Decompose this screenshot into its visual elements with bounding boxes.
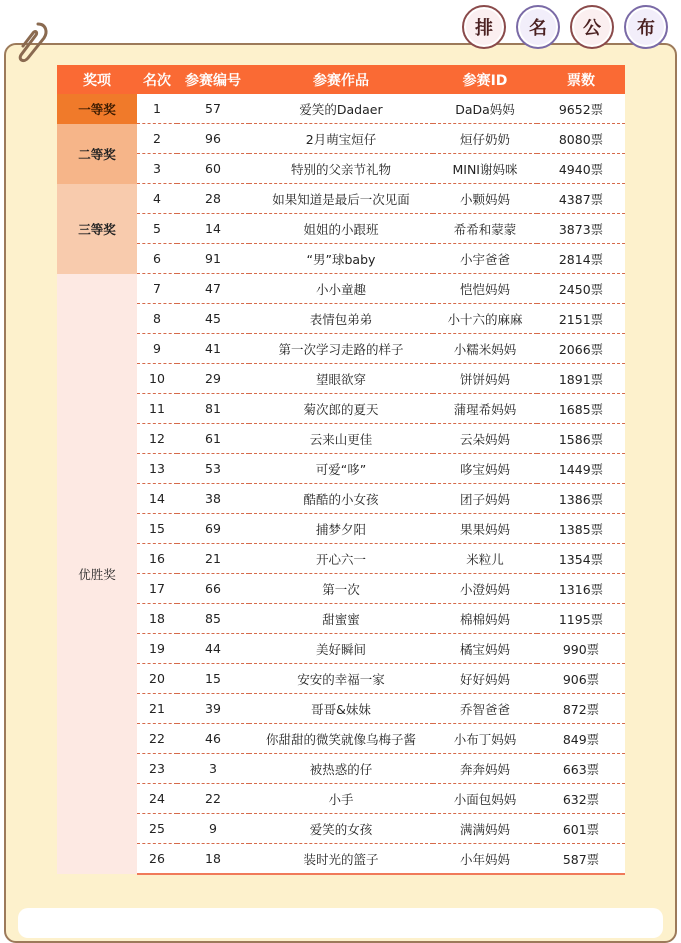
votes-cell: 1449票 [537,454,625,484]
votes-cell: 663票 [537,754,625,784]
entry-id-cell: 乔智爸爸 [433,694,537,724]
entry-id-cell: 果果妈妈 [433,514,537,544]
entry-title-cell: 特别的父亲节礼物 [249,154,433,184]
entry-title-cell: 表情包弟弟 [249,304,433,334]
entry-number-cell: 39 [177,694,249,724]
entry-number-cell: 22 [177,784,249,814]
table-row [57,694,625,724]
entry-title-cell: 小小童趣 [249,274,433,304]
rank-cell: 26 [137,844,177,875]
entry-number-cell: 69 [177,514,249,544]
votes-cell: 849票 [537,724,625,754]
table-row [57,514,625,544]
bottom-card [18,908,663,938]
table-row [57,844,625,875]
table-body [57,94,625,874]
votes-cell: 1385票 [537,514,625,544]
rank-cell: 3 [137,154,177,184]
rank-cell: 23 [137,754,177,784]
rank-cell: 10 [137,364,177,394]
table-row [57,364,625,394]
votes-cell: 906票 [537,664,625,694]
column-header: 参赛编号 [177,65,249,94]
entry-number-cell: 3 [177,754,249,784]
rank-cell: 12 [137,424,177,454]
entry-id-cell: 小宇爸爸 [433,244,537,274]
title-badge: 公 [570,5,614,49]
entry-title-cell: 捕梦夕阳 [249,514,433,544]
award-cell: 二等奖 [57,124,137,184]
entry-title-cell: “男”球baby [249,244,433,274]
rank-cell: 2 [137,124,177,154]
votes-cell: 872票 [537,694,625,724]
entry-number-cell: 28 [177,184,249,214]
entry-number-cell: 15 [177,664,249,694]
entry-number-cell: 61 [177,424,249,454]
entry-title-cell: 第一次学习走路的样子 [249,334,433,364]
entry-title-cell: 甜蜜蜜 [249,604,433,634]
title-badges [462,5,668,49]
votes-cell: 1316票 [537,574,625,604]
entry-id-cell: MINI谢妈咪 [433,154,537,184]
table-row [57,604,625,634]
entry-title-cell: 装时光的篮子 [249,844,433,875]
table-row [57,244,625,274]
column-header: 票数 [537,65,625,94]
votes-cell: 2066票 [537,334,625,364]
table-row [57,664,625,694]
title-badge: 布 [624,5,668,49]
table-row [57,154,625,184]
votes-cell: 587票 [537,844,625,875]
entry-id-cell: 团子妈妈 [433,484,537,514]
table-row [57,334,625,364]
entry-title-cell: 哥哥&妹妹 [249,694,433,724]
entry-number-cell: 14 [177,214,249,244]
entry-id-cell: 小布丁妈妈 [433,724,537,754]
entry-title-cell: 菊次郎的夏天 [249,394,433,424]
rank-cell: 6 [137,244,177,274]
paperclip-icon [16,20,50,66]
entry-title-cell: 爱笑的Dadaer [249,94,433,124]
table-row [57,394,625,424]
entry-number-cell: 21 [177,544,249,574]
entry-number-cell: 66 [177,574,249,604]
column-header: 名次 [137,65,177,94]
rank-cell: 20 [137,664,177,694]
entry-title-cell: 你甜甜的微笑就像乌梅子酱 [249,724,433,754]
votes-cell: 4387票 [537,184,625,214]
entry-title-cell: 如果知道是最后一次见面 [249,184,433,214]
rank-cell: 17 [137,574,177,604]
entry-title-cell: 第一次 [249,574,433,604]
entry-number-cell: 53 [177,454,249,484]
entry-id-cell: 烜仔奶奶 [433,124,537,154]
entry-title-cell: 安安的幸福一家 [249,664,433,694]
rank-cell: 25 [137,814,177,844]
rank-cell: 8 [137,304,177,334]
entry-number-cell: 38 [177,484,249,514]
rank-cell: 22 [137,724,177,754]
table-row [57,484,625,514]
rank-cell: 14 [137,484,177,514]
rank-cell: 5 [137,214,177,244]
entry-number-cell: 41 [177,334,249,364]
rank-cell: 13 [137,454,177,484]
entry-id-cell: 满满妈妈 [433,814,537,844]
column-header: 参赛作品 [249,65,433,94]
votes-cell: 4940票 [537,154,625,184]
table-row [57,724,625,754]
entry-id-cell: 小澄妈妈 [433,574,537,604]
award-cell: 优胜奖 [57,274,137,875]
votes-cell: 1586票 [537,424,625,454]
entry-title-cell: 开心六一 [249,544,433,574]
votes-cell: 2151票 [537,304,625,334]
entry-number-cell: 9 [177,814,249,844]
rank-cell: 4 [137,184,177,214]
rank-cell: 1 [137,94,177,124]
entry-id-cell: 哆宝妈妈 [433,454,537,484]
entry-number-cell: 47 [177,274,249,304]
entry-id-cell: 小颗妈妈 [433,184,537,214]
entry-number-cell: 85 [177,604,249,634]
entry-number-cell: 46 [177,724,249,754]
votes-cell: 601票 [537,814,625,844]
award-cell: 一等奖 [57,94,137,124]
votes-cell: 990票 [537,634,625,664]
award-cell: 三等奖 [57,184,137,274]
entry-number-cell: 57 [177,94,249,124]
entry-title-cell: 2月萌宝烜仔 [249,124,433,154]
entry-id-cell: DaDa妈妈 [433,94,537,124]
ranking-table-wrap [57,65,625,875]
entry-id-cell: 小年妈妈 [433,844,537,875]
table-row [57,544,625,574]
table-header-row [57,65,625,94]
table-row [57,184,625,214]
entry-title-cell: 望眼欲穿 [249,364,433,394]
entry-id-cell: 棉棉妈妈 [433,604,537,634]
table-row [57,454,625,484]
votes-cell: 2814票 [537,244,625,274]
entry-id-cell: 奔奔妈妈 [433,754,537,784]
rank-cell: 19 [137,634,177,664]
rank-cell: 18 [137,604,177,634]
entry-id-cell: 橘宝妈妈 [433,634,537,664]
table-row [57,124,625,154]
entry-number-cell: 81 [177,394,249,424]
table-row [57,424,625,454]
votes-cell: 1685票 [537,394,625,424]
entry-number-cell: 96 [177,124,249,154]
votes-cell: 1891票 [537,364,625,394]
table-row [57,94,625,124]
entry-id-cell: 蒲瑆希妈妈 [433,394,537,424]
table-row [57,784,625,814]
rank-cell: 9 [137,334,177,364]
entry-number-cell: 44 [177,634,249,664]
entry-id-cell: 米粒儿 [433,544,537,574]
votes-cell: 1386票 [537,484,625,514]
table-row [57,814,625,844]
entry-id-cell: 云朵妈妈 [433,424,537,454]
entry-id-cell: 饼饼妈妈 [433,364,537,394]
entry-number-cell: 29 [177,364,249,394]
entry-title-cell: 可爱“哆” [249,454,433,484]
ranking-table [57,65,625,875]
table-row [57,214,625,244]
entry-id-cell: 好好妈妈 [433,664,537,694]
rank-cell: 7 [137,274,177,304]
entry-number-cell: 60 [177,154,249,184]
table-row [57,274,625,304]
votes-cell: 8080票 [537,124,625,154]
table-row [57,574,625,604]
entry-title-cell: 云来山更佳 [249,424,433,454]
title-badge: 排 [462,5,506,49]
rank-cell: 11 [137,394,177,424]
votes-cell: 2450票 [537,274,625,304]
column-header: 参赛ID [433,65,537,94]
column-header: 奖项 [57,65,137,94]
entry-title-cell: 美好瞬间 [249,634,433,664]
entry-title-cell: 小手 [249,784,433,814]
title-badge: 名 [516,5,560,49]
rank-cell: 24 [137,784,177,814]
entry-id-cell: 希希和蒙蒙 [433,214,537,244]
entry-id-cell: 小面包妈妈 [433,784,537,814]
entry-number-cell: 18 [177,844,249,875]
entry-id-cell: 小糯米妈妈 [433,334,537,364]
table-row [57,304,625,334]
rank-cell: 15 [137,514,177,544]
entry-number-cell: 45 [177,304,249,334]
votes-cell: 1195票 [537,604,625,634]
table-row [57,754,625,784]
votes-cell: 3873票 [537,214,625,244]
rank-cell: 16 [137,544,177,574]
entry-title-cell: 被热惑的仔 [249,754,433,784]
votes-cell: 1354票 [537,544,625,574]
entry-title-cell: 酷酷的小女孩 [249,484,433,514]
entry-title-cell: 爱笑的女孩 [249,814,433,844]
votes-cell: 9652票 [537,94,625,124]
votes-cell: 632票 [537,784,625,814]
entry-number-cell: 91 [177,244,249,274]
entry-id-cell: 小十六的麻麻 [433,304,537,334]
entry-title-cell: 姐姐的小跟班 [249,214,433,244]
rank-cell: 21 [137,694,177,724]
table-row [57,634,625,664]
entry-id-cell: 恺恺妈妈 [433,274,537,304]
